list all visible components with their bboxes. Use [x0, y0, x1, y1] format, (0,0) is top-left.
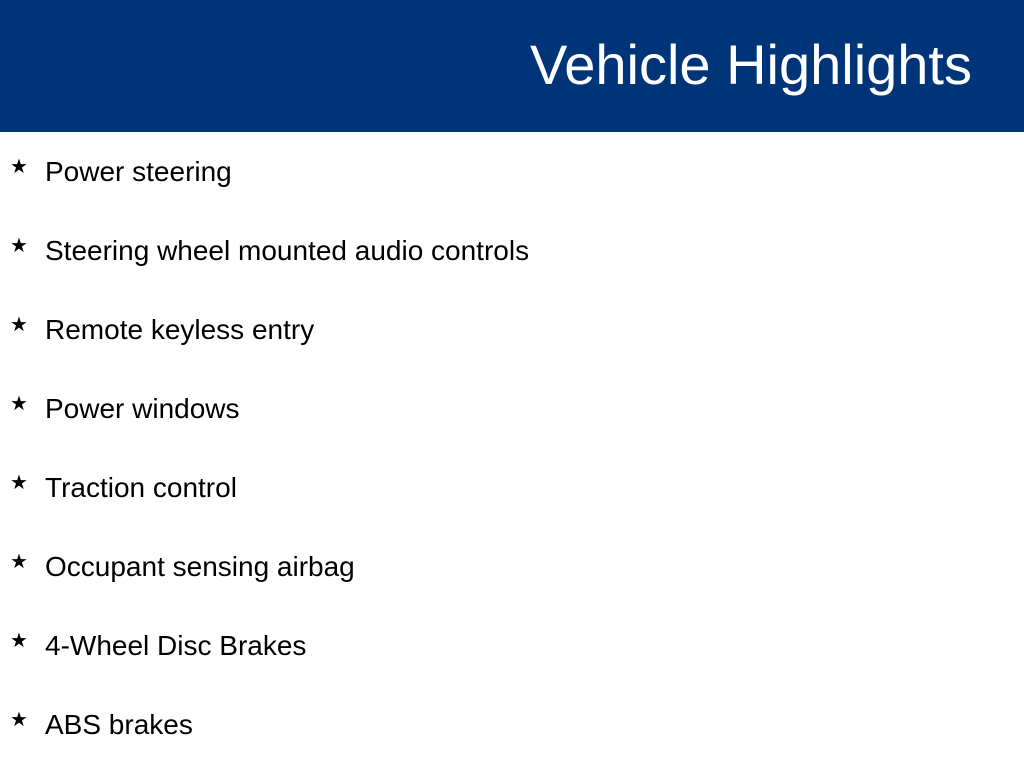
star-icon: ★	[10, 233, 28, 257]
star-icon: ★	[10, 549, 28, 573]
highlight-label: Steering wheel mounted audio controls	[45, 235, 530, 266]
highlight-label: Occupant sensing airbag	[45, 551, 355, 582]
list-item	[0, 231, 1024, 271]
star-icon: ★	[10, 154, 28, 178]
highlight-label: Remote keyless entry	[45, 314, 315, 345]
star-icon: ★	[10, 628, 28, 652]
list-item	[0, 152, 1024, 192]
title-banner	[0, 0, 1024, 132]
list-item	[0, 547, 1024, 587]
page-title: Vehicle Highlights	[529, 33, 972, 96]
highlight-label: Power steering	[45, 156, 232, 187]
star-icon: ★	[10, 707, 28, 731]
star-icon: ★	[10, 391, 28, 415]
list-item	[0, 389, 1024, 429]
highlights-list	[0, 132, 1024, 768]
list-item	[0, 626, 1024, 666]
star-icon: ★	[10, 312, 28, 336]
list-item	[0, 468, 1024, 508]
highlight-label: ABS brakes	[45, 709, 193, 740]
list-item	[0, 705, 1024, 745]
star-icon: ★	[10, 470, 28, 494]
highlight-label: Traction control	[45, 472, 237, 503]
highlight-label: 4-Wheel Disc Brakes	[45, 630, 307, 661]
list-item	[0, 310, 1024, 350]
highlight-label: Power windows	[45, 393, 240, 424]
